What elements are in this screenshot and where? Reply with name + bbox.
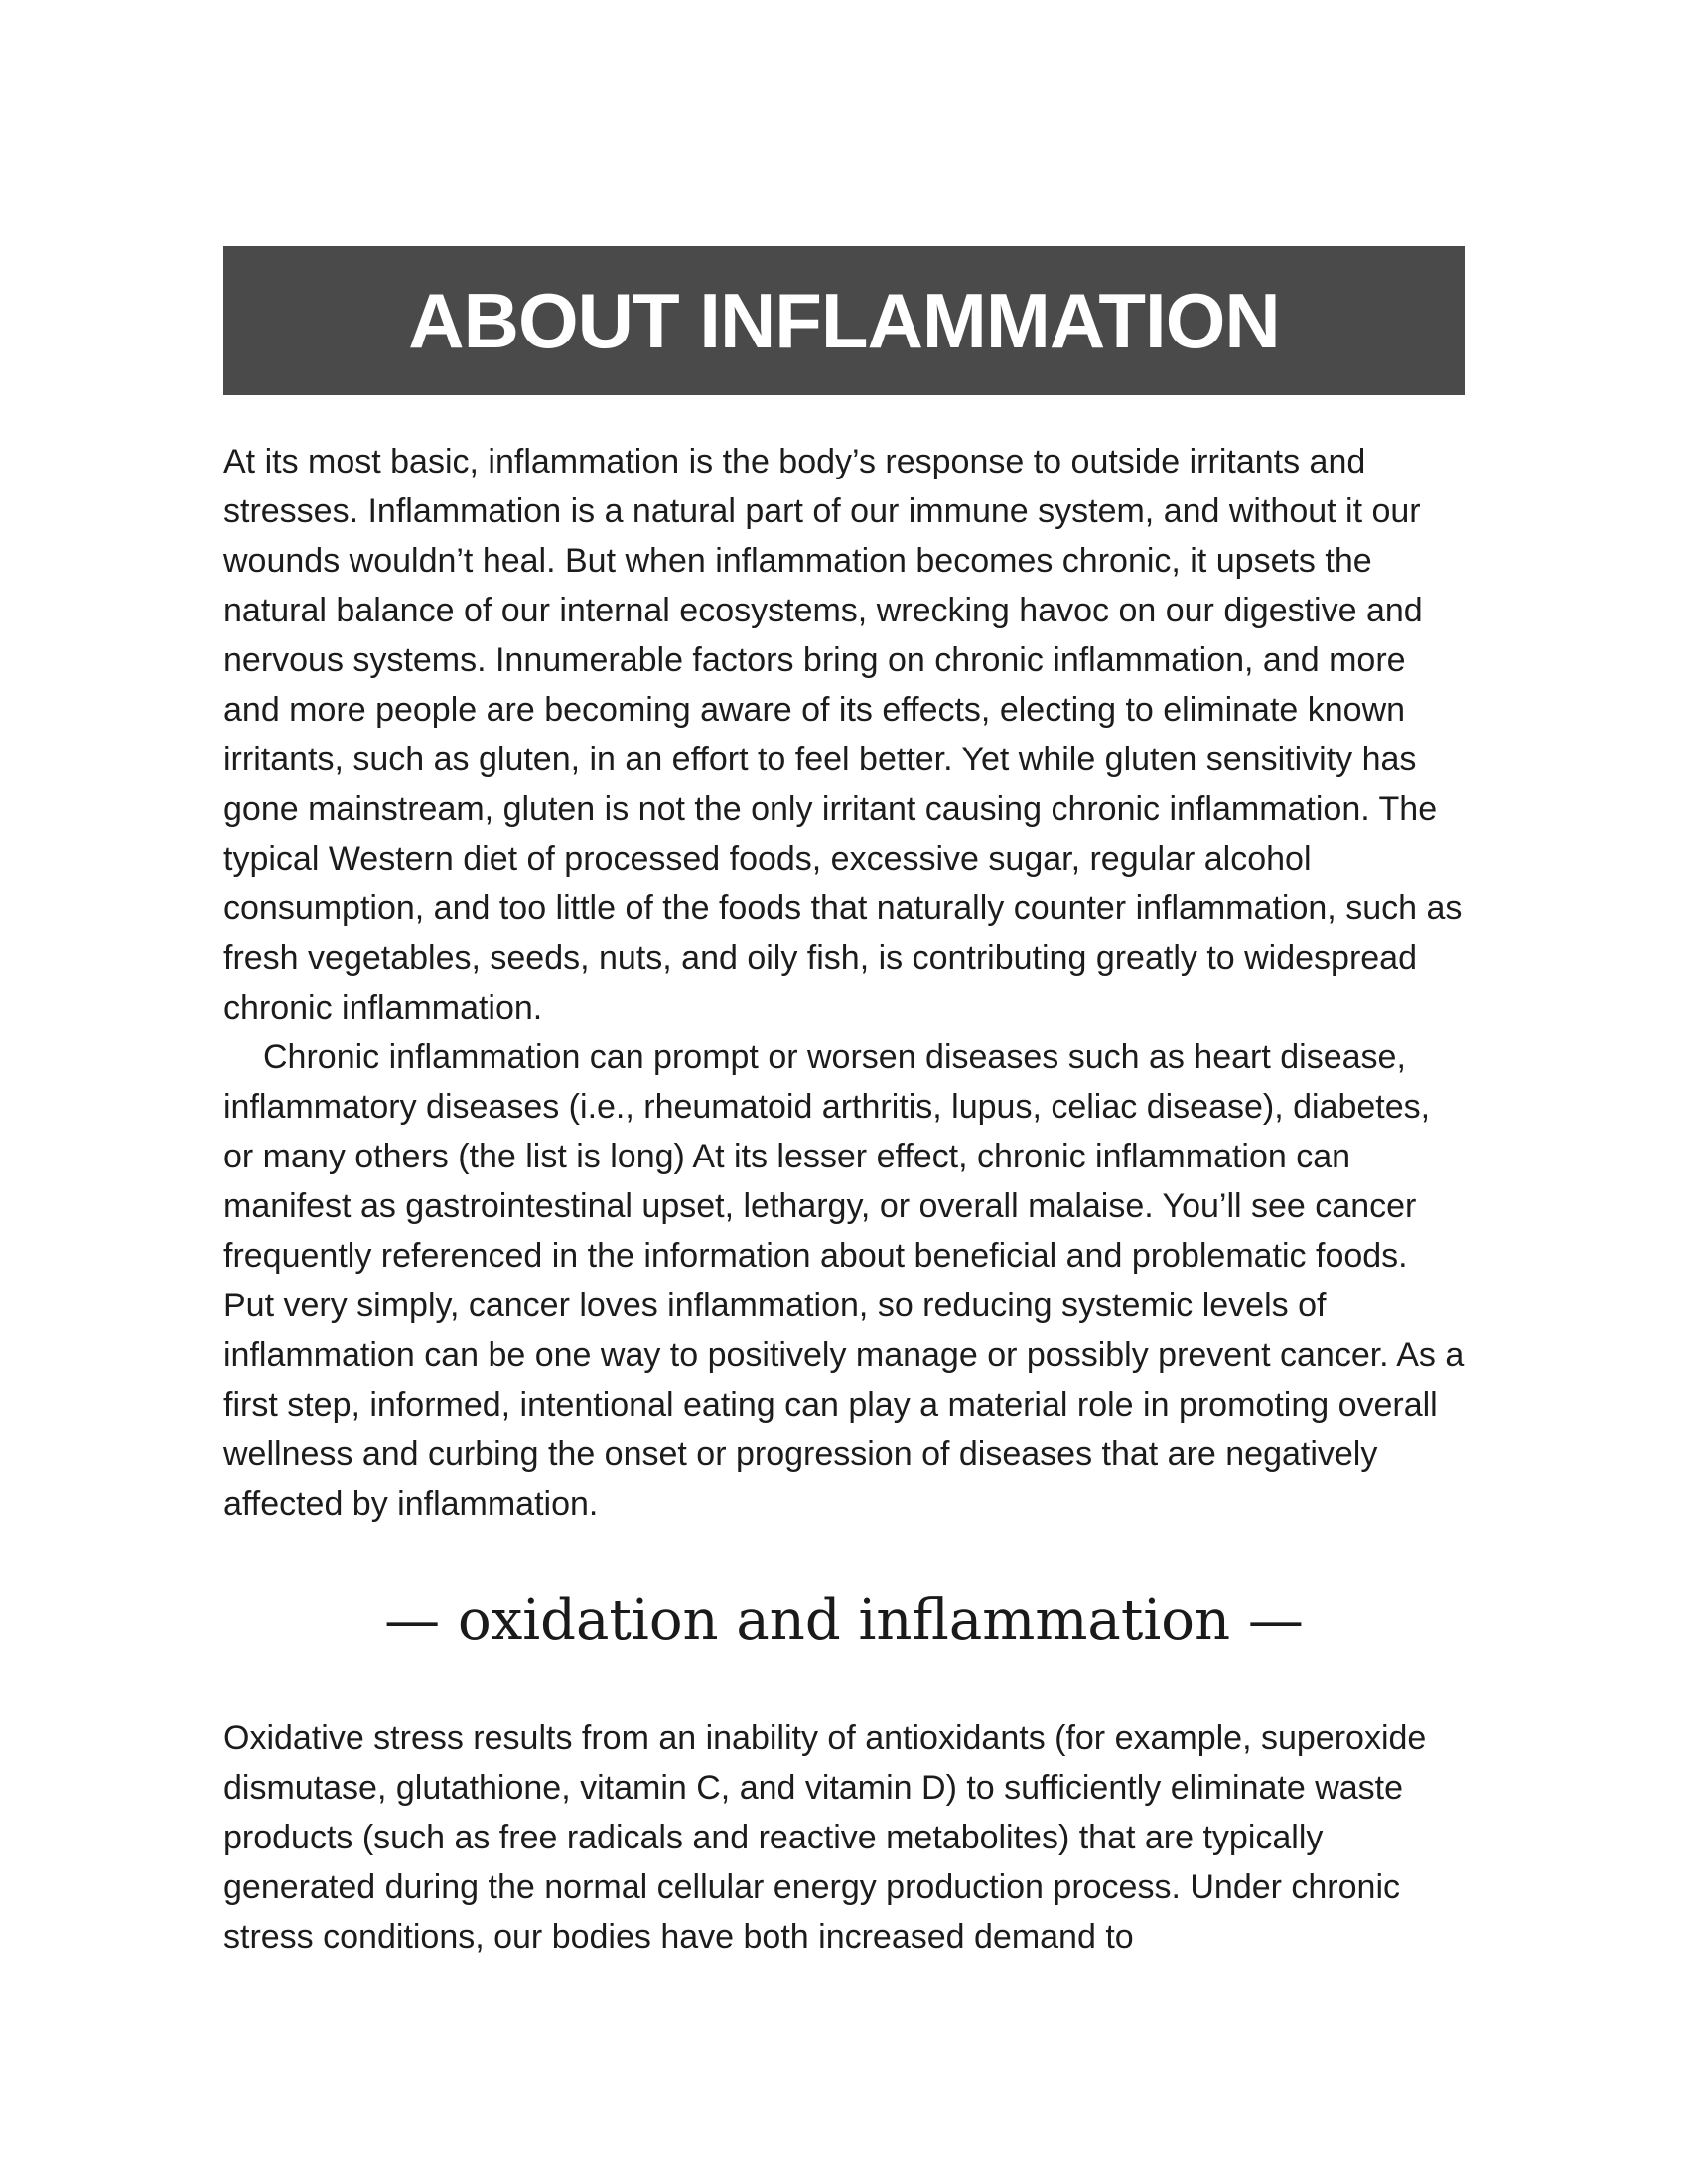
page-content [223,246,1465,1962]
intro-body [223,437,1465,1529]
intro-paragraph-2: Chronic inflammation can prompt or worsen diseases such as heart disease, inflammatory diseases (i.e., rheumatoid arthritis, lupus, celiac disease), diabetes, or many others (the list is long) At its lesser effect, chronic inflammation can manifest as gastrointestinal upset, lethargy, or overall malaise. You’ll see cancer frequently referenced in the information about beneficial and problematic foods. Put very simply, cancer loves inflammation, so reducing systemic levels of inflammation can be one way to positively manage or possibly prevent cancer. As a first step, informed, intentional eating can play a material role in promoting overall wellness and curbing the onset or progression of diseases that are negatively affected by inflammation. [223,1038,1465,1523]
title-banner [223,246,1465,395]
intro-paragraph-1: At its most basic, inflammation is the body’s response to outside irritants and stresses. Inflammation is a natural part of our immune system, and without it our wounds wouldn’t heal. But when inflammation becomes chronic, it upsets the natural balance of our internal ecosystems, wrecking havoc on our digestive and nervous systems. Innumerable factors bring on chronic inflammation, and more and more people are becoming aware of its effects, electing to eliminate known irritants, such as gluten, in an effort to feel better. Yet while gluten sensitivity has gone mainstream, gluten is not the only irritant causing chronic inflammation. The typical Western diet of processed foods, excessive sugar, regular alcohol consumption, and too little of the foods that naturally counter inflammation, such as fresh vegetables, seeds, nuts, and oily fish, is contributing greatly to widespread chronic inflammation. [223,443,1463,1026]
section-paragraph: Oxidative stress results from an inability of antioxidants (for example, superoxide dismutase, glutathione, vitamin C, and vitamin D) to sufficiently eliminate waste products (such as free radicals and reactive metabolites) that are typically generated during the normal cellular energy production process. Under chronic stress conditions, our bodies have both increased demand to [223,1718,1427,1956]
page-title: ABOUT INFLAMMATION [408,277,1280,364]
section-body [223,1713,1465,1962]
section-heading: — oxidation and inflammation — [384,1588,1304,1653]
